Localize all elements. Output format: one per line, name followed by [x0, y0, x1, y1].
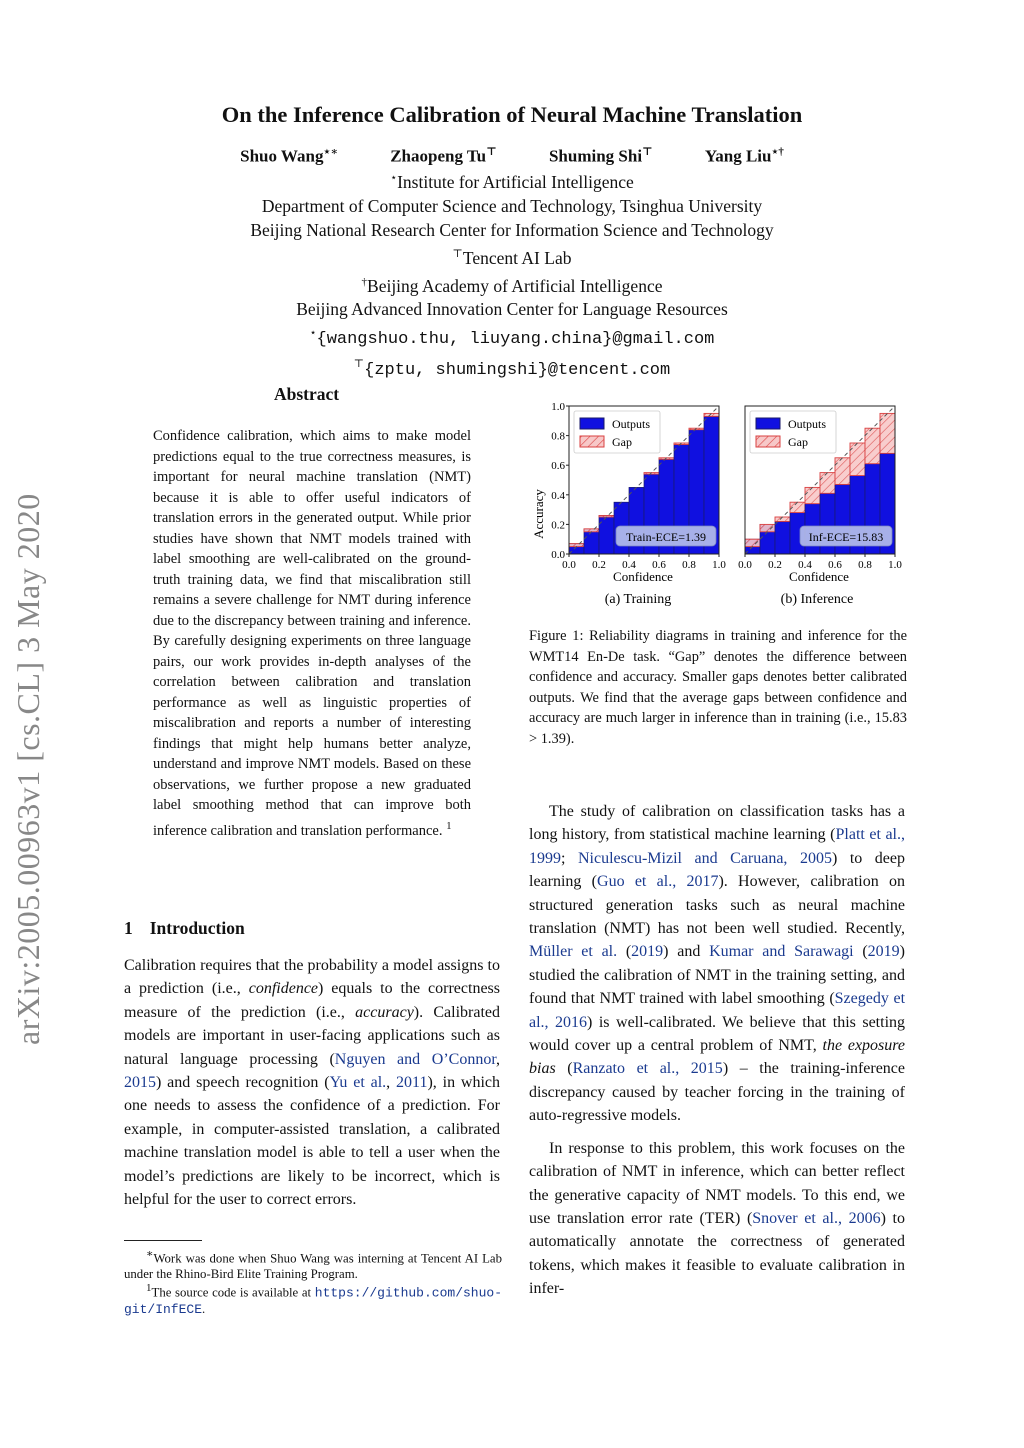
x-axis-label: Confidence [613, 569, 673, 584]
legend-label: Gap [612, 435, 632, 449]
subfigure-caption: (a) Training [604, 592, 672, 607]
gap-bar [880, 413, 895, 453]
author: Shuo Wang⋆∗ [240, 146, 338, 166]
abstract-heading: Abstract [274, 384, 340, 404]
arxiv-stamp: arXiv:2005.00963v1 [cs.CL] 3 May 2020 [10, 493, 46, 1045]
legend-label: Outputs [788, 417, 827, 431]
author-list [0, 145, 1024, 167]
footnote-rule [124, 1240, 202, 1241]
x-tick-label: 1.0 [712, 559, 726, 571]
y-axis-label: Accuracy [531, 489, 546, 539]
footnote: ∗Work was done when Shuo Wang was interning at Tencent AI Lab under the Rhino-Bird Elite Training Program. [124, 1248, 502, 1282]
citation-link[interactable]: 2011 [396, 1074, 428, 1092]
gap-bar [745, 539, 760, 546]
author: Zhaopeng Tu⊤ [390, 146, 497, 166]
citation-link[interactable]: Müller et al. [529, 943, 618, 961]
subfigure-caption: (b) Inference [780, 592, 854, 607]
source-code-link[interactable]: https://github.com/shuo-git/InfECE [124, 1285, 502, 1318]
gap-bar [760, 524, 775, 531]
x-tick-label: 0.8 [858, 559, 872, 571]
citation-link[interactable]: Yu et al. [329, 1074, 387, 1092]
citation-link[interactable]: 2019 [631, 943, 664, 961]
citation-link[interactable]: Szegedy et al., 2016 [529, 990, 906, 1031]
gap-bar [805, 487, 820, 503]
citation-link[interactable]: Ranzato et al., 2015 [572, 1060, 723, 1078]
y-tick-label: 0.4 [551, 489, 565, 502]
email-line: {zptu, shumingshi}@tencent.com [364, 361, 671, 381]
affiliations: ⋆Institute for Artificial Intelligence Department of Computer Science and Technology, Tsinghua University Beijing National Research Center for Information Science and Technology ⊤Tencent AI Lab †Beijing Academy of Artificial Intelligence Beijing Advanced Innovation Center for Language Resources ⋆{wangshuo.thu, liuyang.china}@gmail.com ⊤{zptu, shumingshi}@tencent.com [250, 171, 774, 381]
x-tick-label: 0.0 [738, 559, 752, 571]
output-bar [584, 529, 599, 554]
author: Yang Liu⋆† [704, 146, 784, 166]
citation-link[interactable]: Nguyen and O’Connor [334, 1050, 497, 1068]
author: Shuming Shi⊤ [548, 146, 653, 166]
citation-link[interactable]: Kumar and Sarawagi [709, 943, 854, 961]
intro-paragraph: Calibration requires that the probability a model assigns to a prediction (i.e., confidence) equals to the correctness measure of the prediction (i.e., accuracy). Calibrated models are important in user-facing applications such as natural language processing (Nguyen and O’Connor, 2015) and speech recognition (Yu et al., 2011), in which one needs to assess the confidence of a prediction. For example, in computer-assisted translation, a calibrated machine translation model is able to tell a user when the model’s predictions are likely to be incorrect, which is helpful for the user to correct errors. [124, 957, 501, 1209]
citation-link[interactable]: Niculescu-Mizil and Caruana, 2005 [577, 849, 832, 867]
email-line: {wangshuo.thu, liuyang.china}@gmail.com [316, 330, 715, 350]
body-paragraph: The study of calibration on classification tasks has a long history, from statistical machine learning (Platt et al., 1999; Niculescu-Mizil and Caruana, 2005) to deep learning (Guo et al., 2017). However, calibration on structured generation tasks such as neural machine translation (NMT) has not been well studied. Recently, Müller et al. (2019) and Kumar and Sarawagi (2019) studied the calibration of NMT in the training setting, and found that NMT trained with label smoothing (Szegedy et al., 2016) is well-calibrated. We believe that this setting would cover up a central problem of NMT, the exposure bias (Ranzato et al., 2015) – the training-inference discrepancy caused by teacher forcing in the training of auto-regressive models. In response to this problem, this work focuses on the calibration of NMT in inference, which can better reflect the generative capacity of NMT models. To this end, we use translation error rate (TER) (Snover et al., 2006) to automatically annotate the correctness of generated tokens, which makes it feasible to evaluate calibration in infer- [529, 803, 906, 1298]
section-heading: 1 Introduction [124, 918, 245, 938]
legend-swatch-outputs [580, 418, 604, 429]
legend-swatch-outputs [756, 418, 780, 429]
x-tick-label: 0.6 [828, 559, 842, 571]
output-bar [775, 521, 790, 554]
x-tick-label: 1.0 [888, 559, 902, 571]
gap-bar [835, 458, 850, 485]
figure-caption: Figure 1: Reliability diagrams in training and inference for the WMT14 En-De task. “Gap” denotes the difference between confidence and accuracy. Smaller gaps denotes better calibrated outputs. We find that the average gaps between confidence and accuracy are much larger in inference than in training (i.e., 15.83 > 1.39). [529, 628, 907, 747]
citation-link[interactable]: Guo et al., 2017 [597, 873, 719, 891]
chart-training [551, 401, 726, 571]
chart-inference [738, 406, 902, 571]
x-tick-label: 0.0 [562, 559, 576, 571]
output-bar [599, 516, 614, 554]
y-tick-label: 0.8 [551, 430, 565, 443]
citation-link[interactable]: Platt et al., 1999 [529, 826, 906, 867]
paper-title: On the Inference Calibration of Neural Machine Translation [221, 102, 803, 127]
citation-link[interactable]: Snover et al., 2006 [752, 1209, 881, 1227]
x-tick-label: 0.2 [592, 559, 606, 571]
x-tick-label: 0.8 [682, 559, 696, 571]
x-tick-label: 0.6 [652, 559, 666, 571]
legend-swatch-gap [756, 436, 780, 447]
y-tick-label: 0.6 [551, 460, 565, 473]
legend-label: Outputs [612, 417, 651, 431]
footnote: $^1$The source code is available at https://github.com/shuo-git/InfECE. [124, 1282, 502, 1318]
legend-label: Gap [788, 435, 808, 449]
x-tick-label: 0.4 [798, 559, 812, 571]
abstract-body: Confidence calibration, which aims to make model predictions equal to the true correctness measures, is important for neural machine translation (NMT) because it is able to offer useful indicators of translation errors in the generated output. While prior studies have shown that NMT models trained with label smoothing are well-calibrated on the ground-truth training data, we find that miscalibration still remains a severe challenge for NMT during inference due to the discrepancy between training and inference. By carefully designing experiments on three language pairs, our work provides in-depth analyses of the correlation between calibration and translation performance as well as linguistic properties of miscalibration and reports a number of interesting findings that might help humans better analyze, understand and improve NMT models. Based on these observations, we further propose a new graduated label smoothing method that can improve both inference calibration and translation performance. $^1$ [153, 428, 471, 839]
gap-bar [820, 473, 835, 494]
x-axis-label: Confidence [789, 569, 849, 584]
ece-annotation: Train-ECE=1.39 [626, 530, 706, 544]
citation-link[interactable]: 2019 [867, 943, 900, 961]
citation-link[interactable]: 2015 [124, 1074, 156, 1092]
legend-swatch-gap [580, 436, 604, 447]
y-tick-label: 0.2 [551, 519, 565, 532]
y-tick-label: 1.0 [551, 401, 565, 413]
ece-annotation: Inf-ECE=15.83 [808, 530, 884, 544]
x-tick-label: 0.4 [622, 559, 636, 571]
figure-reliability-diagrams [528, 396, 908, 612]
y-tick-label: 0.0 [551, 549, 565, 561]
x-tick-label: 0.2 [768, 559, 782, 571]
